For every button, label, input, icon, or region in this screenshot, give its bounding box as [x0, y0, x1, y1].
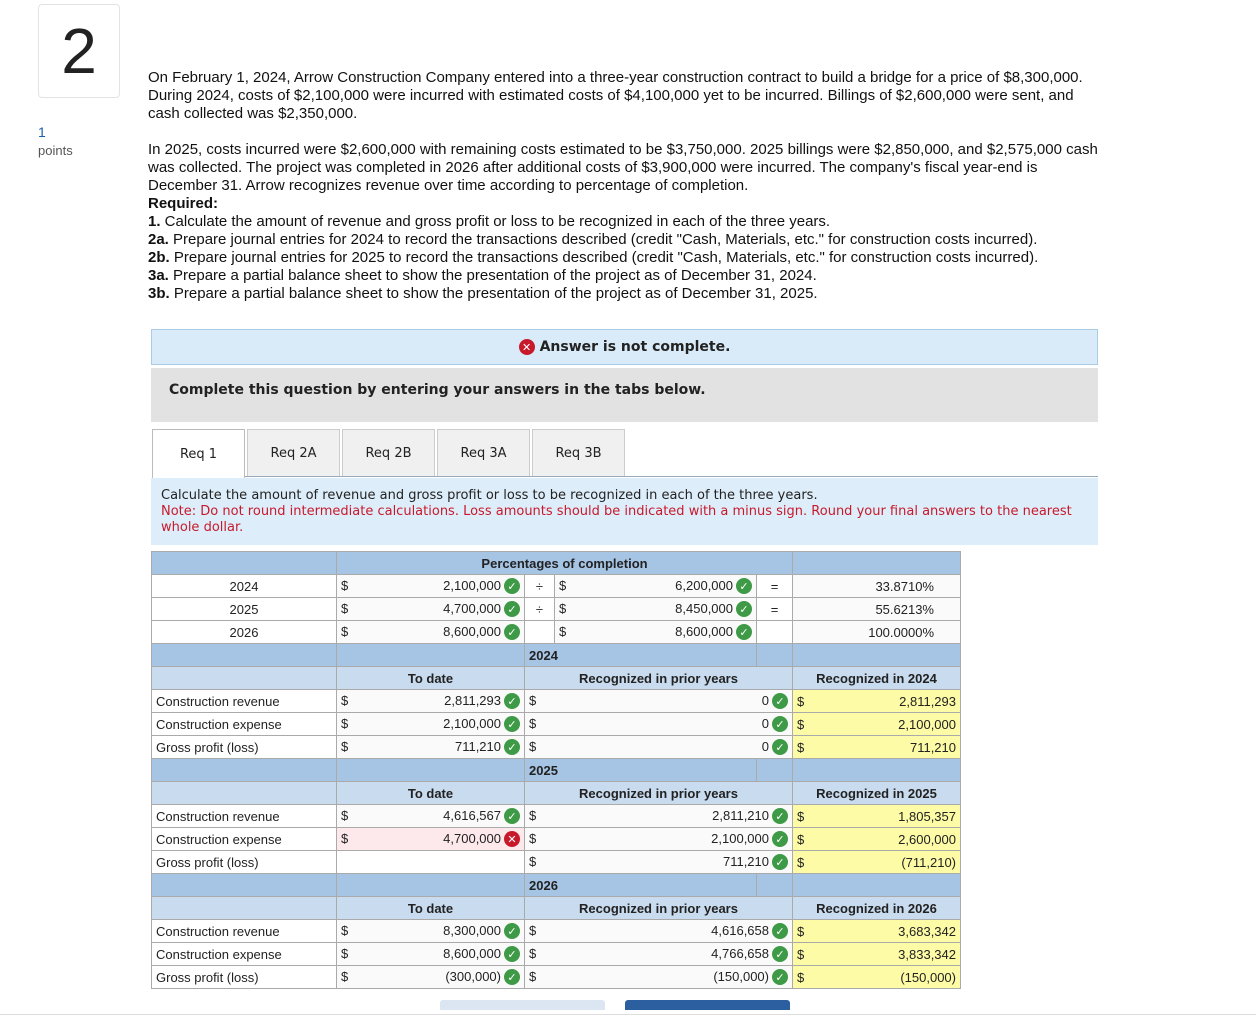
req-tabs [152, 429, 1098, 477]
answer-status-banner [151, 329, 1098, 365]
answer-grid [151, 551, 961, 989]
pct-row-2026 [152, 621, 961, 644]
check-icon: ✓ [504, 716, 520, 732]
pct-value: 55.6213% [793, 598, 961, 621]
pct-cost-input[interactable]: $ 2,100,000 ✓ [337, 575, 525, 598]
check-icon: ✓ [772, 716, 788, 732]
check-icon: ✓ [504, 739, 520, 755]
row-label: Gross profit (loss) [152, 966, 337, 989]
pct-total-input[interactable]: $ 8,600,000 ✓ [555, 621, 757, 644]
required-heading: Required: [148, 195, 219, 212]
question-prompt [148, 69, 1098, 303]
prior-input[interactable]: $ 2,100,000 ✓ [525, 828, 793, 851]
recognized-value: $ 2,811,293 [793, 690, 961, 713]
question-number: 2 [38, 4, 120, 98]
check-icon: ✓ [504, 624, 520, 640]
check-icon: ✓ [736, 578, 752, 594]
check-icon: ✓ [772, 854, 788, 870]
req-instructions-note: Note: Do not round intermediate calculations. Loss amounts should be indicated with a minus sign. Round your final answers to the nearest whole dollar. [161, 504, 1072, 535]
prior-input[interactable]: $ 0 ✓ [525, 736, 793, 759]
check-icon: ✓ [504, 578, 520, 594]
pct-header: Percentages of completion [337, 552, 793, 575]
bottom-divider [0, 1014, 1256, 1015]
year-label: 2026 [525, 874, 757, 897]
year-label: 2024 [525, 644, 757, 667]
check-icon: ✓ [504, 693, 520, 709]
error-x-icon: ✕ [519, 339, 535, 355]
to-date-input[interactable]: $ (300,000) ✓ [337, 966, 525, 989]
pct-value: 100.0000% [793, 621, 961, 644]
points-box [38, 124, 73, 158]
prior-input[interactable]: $ 0 ✓ [525, 690, 793, 713]
col-prior: Recognized in prior years [525, 782, 793, 805]
pct-row-2025 [152, 598, 961, 621]
check-icon: ✓ [504, 601, 520, 617]
requirement-2b: 2b. Prepare journal entries for 2025 to record the transactions described (credit "Cash, Materials, etc." for construction costs incurred). [148, 249, 1039, 266]
row-label: Construction revenue [152, 690, 337, 713]
check-icon: ✓ [504, 923, 520, 939]
prior-input[interactable]: $ (150,000) ✓ [525, 966, 793, 989]
check-icon: ✓ [504, 808, 520, 824]
recognized-value: $ 3,833,342 [793, 943, 961, 966]
pct-cost-input[interactable]: $ 8,600,000 ✓ [337, 621, 525, 644]
row-label: Construction expense [152, 828, 337, 851]
pct-total-input[interactable]: $ 6,200,000 ✓ [555, 575, 757, 598]
to-date-input[interactable]: $ 2,811,293 ✓ [337, 690, 525, 713]
to-date-input[interactable]: $ 8,300,000 ✓ [337, 920, 525, 943]
row-label: Construction expense [152, 713, 337, 736]
check-icon: ✓ [504, 969, 520, 985]
pct-year: 2025 [152, 598, 337, 621]
year-label: 2025 [525, 759, 757, 782]
requirement-3a: 3a. Prepare a partial balance sheet to show the presentation of the project as of December 31, 2024. [148, 267, 817, 284]
check-icon: ✓ [772, 693, 788, 709]
row-label: Construction revenue [152, 805, 337, 828]
tab-req-2b[interactable]: Req 2B [342, 429, 435, 476]
prev-button[interactable] [440, 1000, 605, 1010]
answer-status-text: Answer is not complete. [539, 339, 731, 355]
row-label: Construction revenue [152, 920, 337, 943]
requirement-3b: 3b. Prepare a partial balance sheet to show the presentation of the project as of December 31, 2025. [148, 285, 818, 302]
pct-header-row [152, 552, 961, 575]
pct-row-2024 [152, 575, 961, 598]
prompt-paragraph-2: In 2025, costs incurred were $2,600,000 with remaining costs estimated to be $3,750,000. 2025 billings were $2,850,000, and $2,575,000 cash was collected. The project was completed in 2026 after additional costs of $3,900,000 were incurred. The company's fiscal year-end is December 31. Arrow recognizes revenue over time according to percentage of completion. [148, 141, 1098, 194]
recognized-value: $ (150,000) [793, 966, 961, 989]
recognized-value: $ 3,683,342 [793, 920, 961, 943]
year-header-2024 [152, 644, 961, 667]
col-prior: Recognized in prior years [525, 667, 793, 690]
col-to-date: To date [337, 897, 525, 920]
recognized-value: $ (711,210) [793, 851, 961, 874]
recognized-value: $ 2,600,000 [793, 828, 961, 851]
req-instructions-main: Calculate the amount of revenue and gross profit or loss to be recognized in each of the three years. [161, 488, 818, 503]
points-label: points [38, 143, 73, 158]
row-label: Construction expense [152, 943, 337, 966]
row-2025-revenue [152, 805, 961, 828]
check-icon: ✓ [772, 946, 788, 962]
col-recognized: Recognized in 2026 [793, 897, 961, 920]
row-2024-revenue [152, 690, 961, 713]
tab-req-3a[interactable]: Req 3A [437, 429, 530, 476]
to-date-input[interactable]: $ 4,700,000 ✕ [337, 828, 525, 851]
next-button[interactable] [625, 1000, 790, 1010]
check-icon: ✓ [772, 923, 788, 939]
row-2026-expense [152, 943, 961, 966]
row-2026-gross-profit [152, 966, 961, 989]
tab-req-1[interactable]: Req 1 [152, 429, 245, 478]
prior-input[interactable]: $ 2,811,210 ✓ [525, 805, 793, 828]
prior-input[interactable]: $ 4,616,658 ✓ [525, 920, 793, 943]
op-blank [525, 621, 555, 644]
check-icon: ✓ [772, 808, 788, 824]
pct-value: 33.8710% [793, 575, 961, 598]
op-equals: = [757, 598, 793, 621]
col-header-2024 [152, 667, 961, 690]
row-label: Gross profit (loss) [152, 851, 337, 874]
check-icon: ✓ [736, 601, 752, 617]
year-header-2026 [152, 874, 961, 897]
col-recognized: Recognized in 2025 [793, 782, 961, 805]
recognized-value: $ 1,805,357 [793, 805, 961, 828]
row-2026-revenue [152, 920, 961, 943]
error-x-icon: ✕ [504, 831, 520, 847]
prior-input[interactable]: $ 4,766,658 ✓ [525, 943, 793, 966]
col-prior: Recognized in prior years [525, 897, 793, 920]
op-divide: ÷ [525, 575, 555, 598]
instructions-banner [151, 368, 1098, 422]
pct-year: 2026 [152, 621, 337, 644]
recognized-value: $ 711,210 [793, 736, 961, 759]
to-date-input[interactable] [337, 851, 525, 874]
col-to-date: To date [337, 782, 525, 805]
pct-year: 2024 [152, 575, 337, 598]
col-to-date: To date [337, 667, 525, 690]
op-divide: ÷ [525, 598, 555, 621]
row-label: Gross profit (loss) [152, 736, 337, 759]
year-header-2025 [152, 759, 961, 782]
recognized-value: $ 2,100,000 [793, 713, 961, 736]
req-instructions [151, 478, 1098, 545]
requirement-2a: 2a. Prepare journal entries for 2024 to record the transactions described (credit "Cash, Materials, etc." for construction costs incurred). [148, 231, 1038, 248]
prompt-paragraph-1: On February 1, 2024, Arrow Construction Company entered into a three-year construction contract to build a bridge for a price of $8,300,000. During 2024, costs of $2,100,000 were incurred with estimated costs of $4,100,000 yet to be incurred. Billings of $2,600,000 were sent, and cash collected was $2,350,000. [148, 69, 1083, 122]
col-recognized: Recognized in 2024 [793, 667, 961, 690]
col-header-2025 [152, 782, 961, 805]
row-2025-expense [152, 828, 961, 851]
to-date-input[interactable]: $ 2,100,000 ✓ [337, 713, 525, 736]
check-icon: ✓ [772, 969, 788, 985]
prior-input[interactable]: $ 711,210 ✓ [525, 851, 793, 874]
row-2024-expense [152, 713, 961, 736]
op-blank [757, 621, 793, 644]
pct-cost-input[interactable]: $ 4,700,000 ✓ [337, 598, 525, 621]
tab-req-2a[interactable]: Req 2A [247, 429, 340, 476]
col-header-2026 [152, 897, 961, 920]
tab-req-3b[interactable]: Req 3B [532, 429, 625, 476]
to-date-input[interactable]: $ 4,616,567 ✓ [337, 805, 525, 828]
op-equals: = [757, 575, 793, 598]
to-date-input[interactable]: $ 8,600,000 ✓ [337, 943, 525, 966]
prior-input[interactable]: $ 0 ✓ [525, 713, 793, 736]
requirement-1: 1. Calculate the amount of revenue and gross profit or loss to be recognized in each of the three years. [148, 213, 831, 230]
check-icon: ✓ [504, 946, 520, 962]
check-icon: ✓ [772, 739, 788, 755]
row-2025-gross-profit [152, 851, 961, 874]
points-value: 1 [38, 124, 46, 140]
instructions-text: Complete this question by entering your answers in the tabs below. [169, 382, 706, 398]
pct-total-input[interactable]: $ 8,450,000 ✓ [555, 598, 757, 621]
check-icon: ✓ [772, 831, 788, 847]
check-icon: ✓ [736, 624, 752, 640]
row-2024-gross-profit [152, 736, 961, 759]
to-date-input[interactable]: $ 711,210 ✓ [337, 736, 525, 759]
